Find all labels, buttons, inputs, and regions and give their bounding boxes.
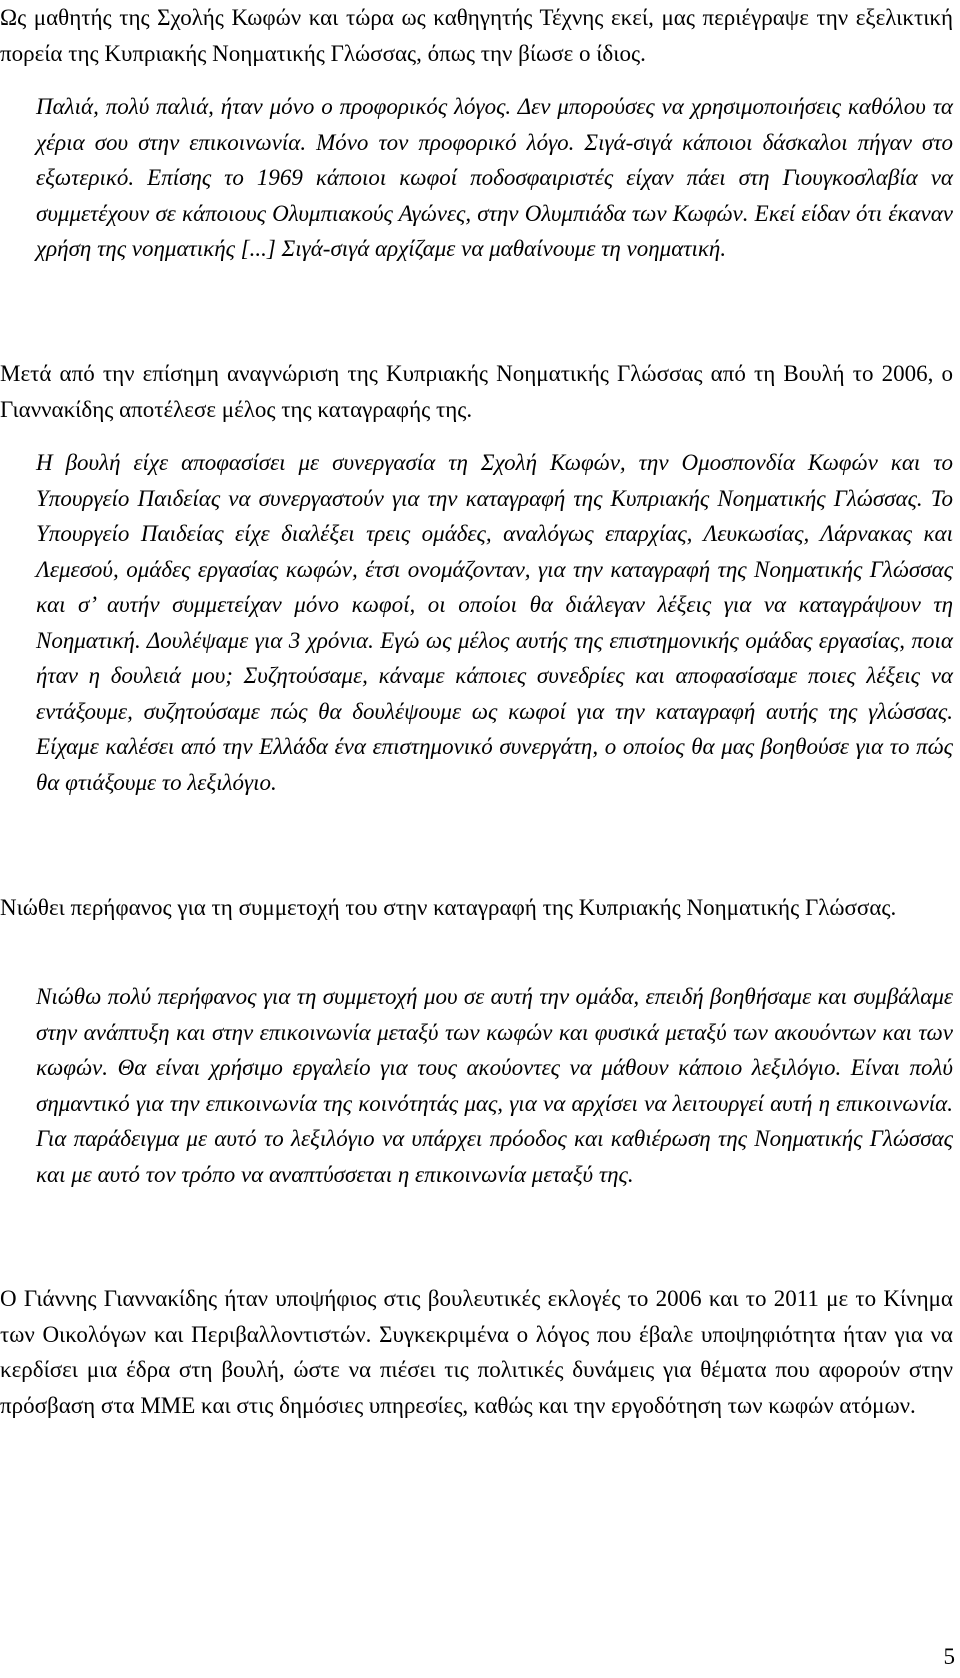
recognition-paragraph: Μετά από την επίσημη αναγνώριση της Κυπριακής Νοηματικής Γλώσσας από τη Βουλή το 2006, ο Γιαννακίδης αποτέλεσε μέλος της καταγραφής της. <box>0 361 953 422</box>
pride-paragraph: Νιώθει περήφανος για τη συμμετοχή του στην καταγραφή της Κυπριακής Νοηματικής Γλώσσας. <box>0 895 897 920</box>
page-number: 5 <box>943 1644 955 1669</box>
quote-early-history: Παλιά, πολύ παλιά, ήταν μόνο ο προφορικός λόγος. Δεν μπορούσες να χρησιμοποιήσεις καθόλου τα χέρια σου στην επικοινωνία. Μόνο τον προφορικό λόγο. Σιγά-σιγά κάποιοι δάσκαλοι πήγαν στο εξωτερικό. Επίσης το 1969 κάποιοι κωφοί ποδοσφαιριστές είχαν πάει στη Γιουγκοσλαβία να συμμετέχουν σε κάποιους Ολυμπιακούς Αγώνες, στην Ολυμπιάδα των Κωφών. Εκεί είδαν ότι έκαναν χρήση της νοηματικής [...] Σιγά-σιγά αρχίζαμε να μαθαίνουμε τη νοηματική. <box>36 94 953 261</box>
intro-paragraph: Ως μαθητής της Σχολής Κωφών και τώρα ως καθηγητής Τέχνης εκεί, μας περιέγραψε την εξελικτική πορεία της Κυπριακής Νοηματικής Γλώσσας, όπως την βίωσε ο ίδιος. <box>0 5 953 66</box>
elections-paragraph: Ο Γιάννης Γιαννακίδης ήταν υποψήφιος στις βουλευτικές εκλογές το 2006 και το 2011 με το Κίνημα των Οικολόγων και Περιβαλλοντιστών. Συγκεκριμένα ο λόγος που έβαλε υποψηφιότητα ήταν για να κερδίσει μια έδρα στη βουλή, ώστε να πιέσει τις πολιτικές δυνάμεις για θέματα που αφορούν στην πρόσβαση στα ΜΜΕ και στις δημόσιες υπηρεσίες, καθώς και την εργοδότηση των κωφών ατόμων. <box>0 1286 953 1418</box>
quote-pride: Νιώθω πολύ περήφανος για τη συμμετοχή μου σε αυτή την ομάδα, επειδή βοηθήσαμε και συμβάλαμε στην ανάπτυξη και στην επικοινωνία μεταξύ των κωφών και φυσικά μεταξύ των ακουόντων και των κωφών. Θα είναι χρήσιμο εργαλείο για τους ακούοντες να μάθουν κάποιο λεξιλόγιο. Είναι πολύ σημαντικό για την επικοινωνία της κοινότητάς μας, για να αρχίσει να λειτουργεί αυτή η επικοινωνία. Για παράδειγμα με αυτό το λεξιλόγιο να υπάρχει πρόοδος και καθιέρωση της Νοηματικής Γλώσσας και με αυτό τον τρόπο να αναπτύσσεται η επικοινωνία μεταξύ της. <box>36 984 953 1187</box>
quote-recording-project: Η βουλή είχε αποφασίσει με συνεργασία τη Σχολή Κωφών, την Ομοσπονδία Κωφών και το Υπουργείο Παιδείας να συνεργαστούν για την καταγραφή της Κυπριακής Νοηματικής Γλώσσας. Το Υπουργείο Παιδείας είχε διαλέξει τρεις ομάδες, αναλόγως επαρχίας, Λευκωσίας, Λάρνακας και Λεμεσού, ομάδες εργασίας κωφών, έτσι ονομάζονταν, για την καταγραφή της Νοηματικής Γλώσσας και σ’ αυτήν συμμετείχαν μόνο κωφοί, οι οποίοι θα διάλεγαν λέξεις για να καταγράψουν τη Νοηματική. Δουλέψαμε για 3 χρόνια. Εγώ ως μέλος αυτής της επιστημονικής ομάδας εργασίας, ποια ήταν η δουλειά μου; Συζητούσαμε, κάναμε κάποιες συνεδρίες και αποφασίσαμε ποιες λέξεις να εντάξουμε, συζητούσαμε πώς θα δουλέψουμε ως κωφοί για την καταγραφή αυτής της γλώσσας. Είχαμε καλέσει από την Ελλάδα ένα επιστημονικό συνεργάτη, ο οποίος θα μας βοηθούσε για το πώς θα φτιάξουμε το λεξιλόγιο. <box>36 450 953 795</box>
